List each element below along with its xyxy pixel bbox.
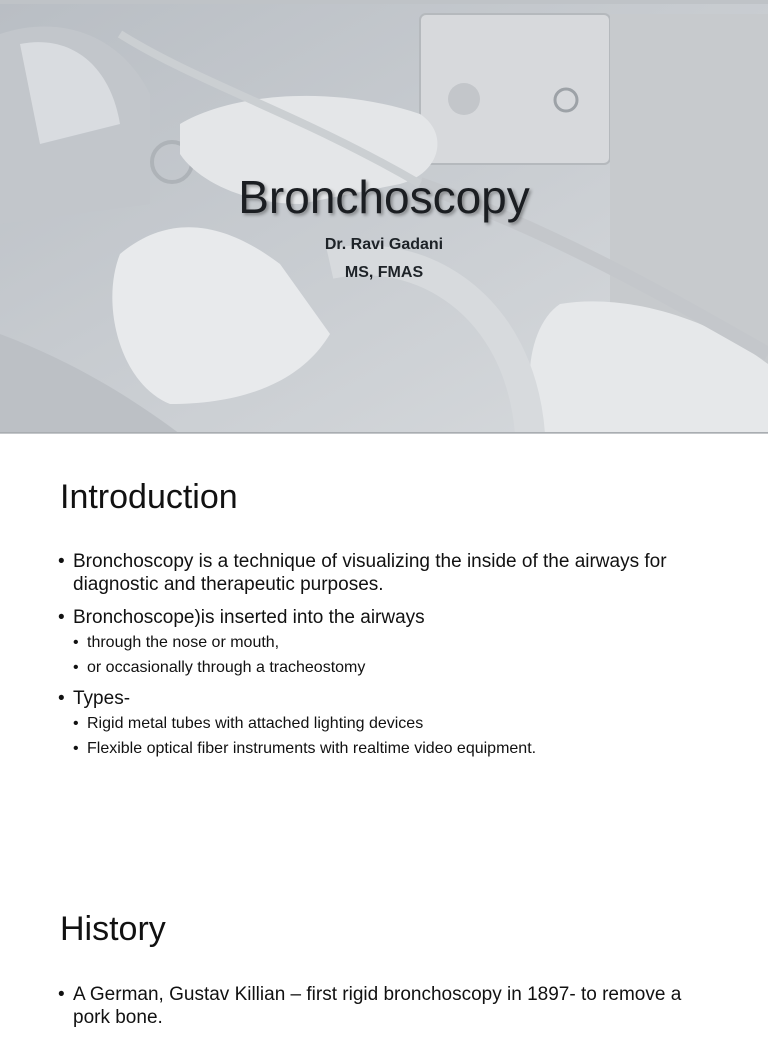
introduction-slide (0, 440, 768, 850)
sub-bullet-item: • or occasionally through a tracheostomy (73, 658, 708, 677)
sub-bullet-item: • Flexible optical fiber instruments with realtime video equipment. (73, 739, 708, 758)
bullet-item: • Bronchoscopy is a technique of visualizing the inside of the airways for diagnostic and therapeutic purposes. (58, 550, 708, 596)
bullet-item (58, 606, 708, 677)
author-name: Dr. Ravi Gadani (324, 236, 444, 253)
sub-bullet-list (73, 714, 708, 758)
bullet-text: Bronchoscope)is inserted into the airways (73, 607, 425, 628)
history-heading: History (60, 910, 166, 948)
sub-bullet-item: • through the nose or mouth, (73, 633, 708, 652)
sub-bullet-item: • Rigid metal tubes with attached lighting devices (73, 714, 708, 733)
bullet-item (58, 687, 708, 758)
slide-title: Bronchoscopy (238, 171, 530, 223)
author-credentials: MS, FMAS (344, 264, 424, 281)
introduction-bullet-list (58, 550, 708, 768)
slide-divider (0, 432, 768, 434)
history-bullet-list (58, 983, 708, 1039)
sub-bullet-list (73, 633, 708, 677)
title-slide (0, 0, 768, 434)
bullet-item: • A German, Gustav Killian – first rigid bronchoscopy in 1897- to remove a pork bone. (58, 983, 708, 1029)
introduction-heading: Introduction (60, 478, 238, 516)
bullet-text: Types- (73, 688, 131, 709)
history-slide (0, 880, 768, 1028)
